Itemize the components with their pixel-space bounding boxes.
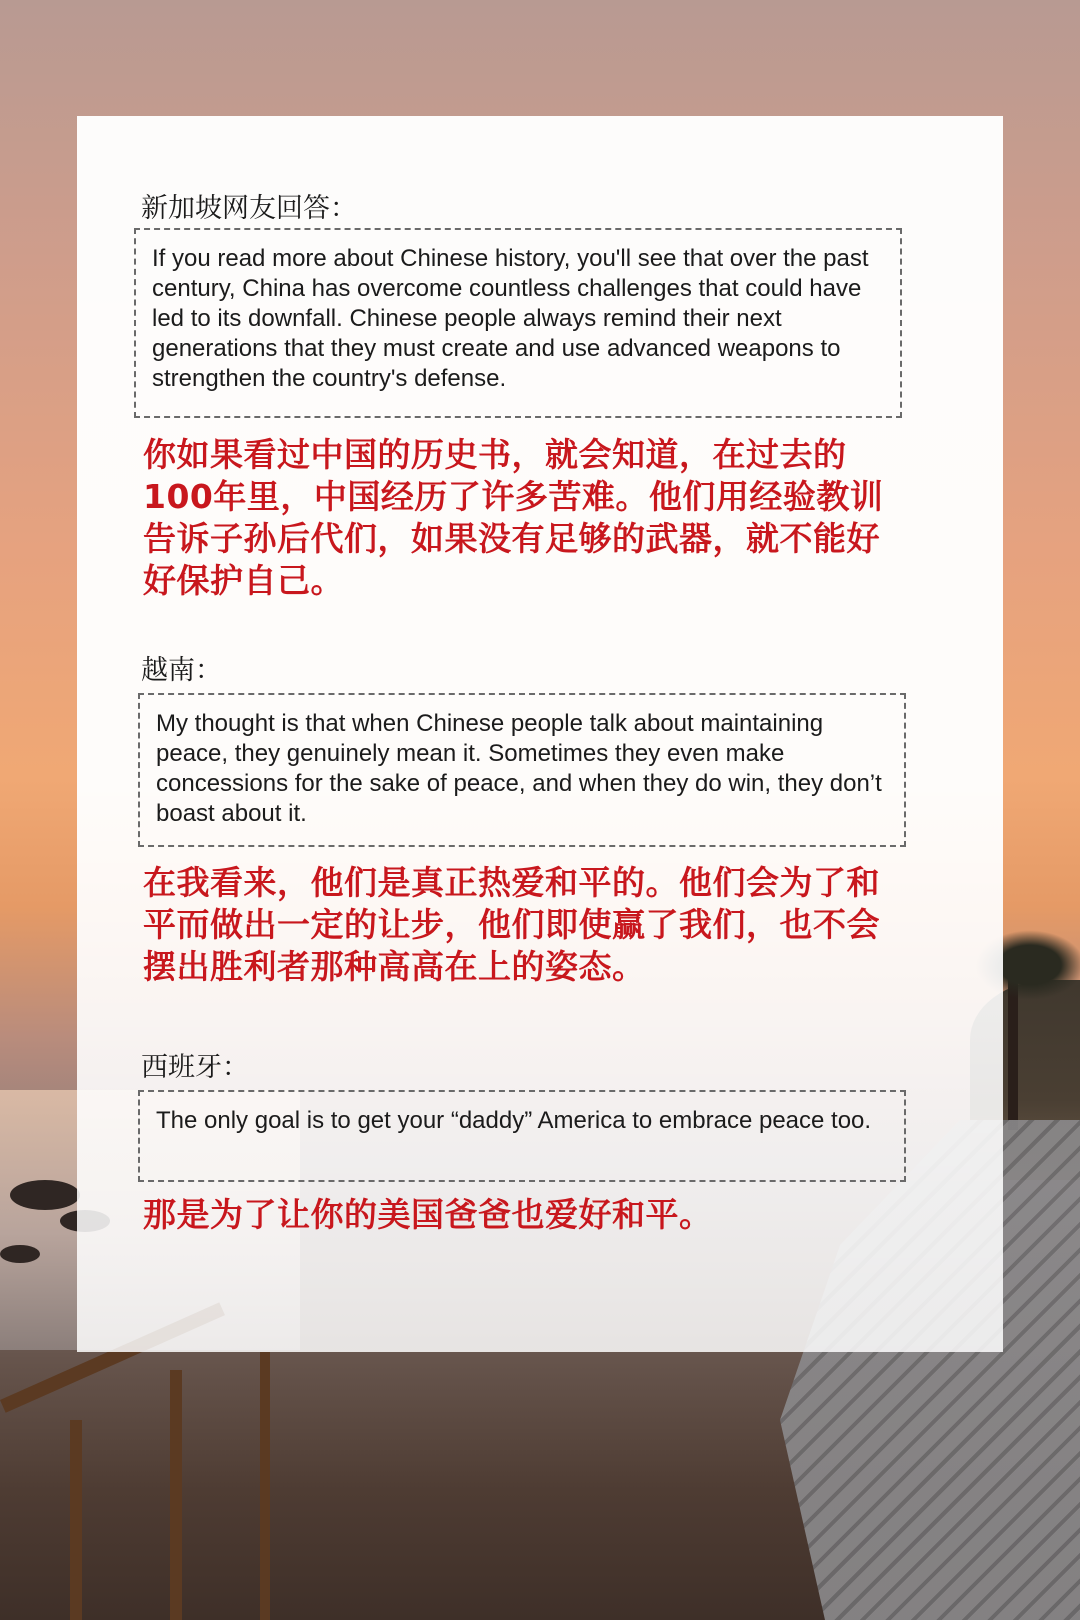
section-label-vietnam: 越南： (141, 655, 222, 686)
rock (0, 1245, 40, 1263)
english-quote-text: My thought is that when Chinese people talk about maintaining peace, they genuinely mean it. Sometimes they even make concessions for the sake of peace, and when they do win, they don’t boast about it. (156, 710, 882, 827)
chinese-translation-spain: 那是为了让你的美国爸爸也爱好和平。 (143, 1195, 713, 1234)
wooden-railing-post (170, 1370, 182, 1620)
english-quote-box-vietnam (138, 693, 906, 847)
english-quote-text: The only goal is to get your “daddy” America to embrace peace too. (156, 1107, 872, 1134)
chinese-translation-vietnam: 在我看来，他们是真正热爱和平的。他们会为了和平而做出一定的让步，他们即使赢了我们，也不会摆出胜利者那种高高在上的姿态。 (143, 863, 880, 986)
english-quote-box-singapore (134, 228, 902, 418)
section-label-singapore: 新加坡网友回答： (141, 193, 357, 224)
chinese-translation-singapore: 你如果看过中国的历史书，就会知道，在过去的100年里，中国经历了许多苦难。他们用经验教训告诉子孙后代们，如果没有足够的武器，就不能好好保护自己。 (143, 435, 884, 600)
wooden-railing-post (70, 1420, 82, 1620)
english-quote-text: If you read more about Chinese history, you'll see that over the past century, China has overcome countless challenges that could have led to its downfall. Chinese people always remind their next generations that they must create and use advanced weapons to strengthen the country's defense. (152, 245, 869, 392)
wooden-railing-post (260, 1352, 270, 1620)
rock (10, 1180, 80, 1210)
english-quote-box-spain (138, 1090, 906, 1182)
section-label-spain: 西班牙： (141, 1052, 249, 1083)
